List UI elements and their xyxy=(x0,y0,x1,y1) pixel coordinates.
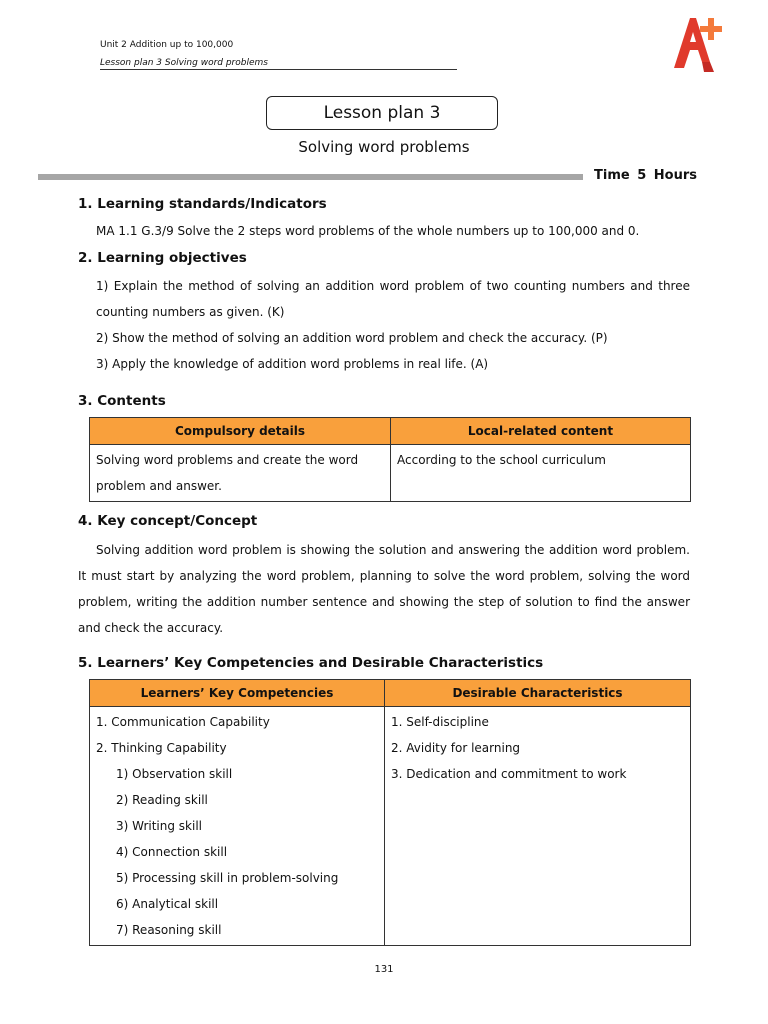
lesson-title: Lesson plan 3 xyxy=(266,96,498,130)
section1-heading: 1. Learning standards/Indicators xyxy=(78,196,327,212)
section3-heading: 3. Contents xyxy=(78,393,166,409)
competency-subitem: 3) Writing skill xyxy=(116,819,203,833)
competency-subitem: 4) Connection skill xyxy=(116,845,228,859)
objective-1: 1) Explain the method of solving an addition word problem of two counting numbers and three counting numbers as given. (K) xyxy=(96,279,690,319)
divider-bar xyxy=(38,174,583,180)
objective-3: 3) Apply the knowledge of addition word problems in real life. (A) xyxy=(96,357,489,371)
section4-text: Solving addition word problem is showing the solution and answering the addition word problem. It must start by analyzing the word problem, planning to solve the word problem, solving the word problem, writing the addition number sentence and showing the step of solution to find the answer and check the accuracy. xyxy=(78,543,690,635)
characteristic-item: 3. Dedication and commitment to work xyxy=(391,767,627,781)
lesson-subtitle: Solving word problems xyxy=(298,138,470,156)
section2-heading: 2. Learning objectives xyxy=(78,250,247,266)
logo-plus-shape xyxy=(700,18,722,40)
competency-item: 2. Thinking Capability xyxy=(96,741,227,755)
contents-table xyxy=(89,417,691,502)
competency-subitem: 5) Processing skill in problem-solving xyxy=(116,871,339,885)
section4-heading: 4. Key concept/Concept xyxy=(78,513,258,529)
competency-subitem: 1) Observation skill xyxy=(116,767,233,781)
competency-subitem: 7) Reasoning skill xyxy=(116,923,222,937)
header-unit: Unit 2 Addition up to 100,000 xyxy=(100,40,234,50)
contents-header-2: Local-related content xyxy=(391,418,691,445)
publisher-logo xyxy=(668,14,728,72)
objective-2: 2) Show the method of solving an addition word problem and check the accuracy. (P) xyxy=(96,331,608,345)
logo-accent-tri xyxy=(702,62,714,72)
competencies-cell xyxy=(90,707,385,946)
characteristic-item: 2. Avidity for learning xyxy=(391,741,521,755)
header-rule xyxy=(100,69,457,70)
contents-cell-2: According to the school curriculum xyxy=(391,445,691,502)
contents-cell-1: Solving word problems and create the word problem and answer. xyxy=(90,445,391,502)
characteristics-cell xyxy=(385,707,691,946)
header-lesson: Lesson plan 3 Solving word problems xyxy=(100,58,268,68)
page-number: 131 xyxy=(374,964,394,975)
time-label: Time 5 Hours xyxy=(594,168,697,183)
competencies-header-1: Learners’ Key Competencies xyxy=(90,680,385,707)
competency-subitem: 2) Reading skill xyxy=(116,793,208,807)
contents-header-1: Compulsory details xyxy=(90,418,391,445)
competency-subitem: 6) Analytical skill xyxy=(116,897,219,911)
section5-heading: 5. Learners’ Key Competencies and Desirable Characteristics xyxy=(78,655,544,671)
competencies-table xyxy=(89,679,691,946)
characteristic-item: 1. Self-discipline xyxy=(391,715,489,729)
competency-item: 1. Communication Capability xyxy=(96,715,270,729)
logo-a-shape xyxy=(674,18,710,68)
competencies-header-2: Desirable Characteristics xyxy=(385,680,691,707)
section1-text: MA 1.1 G.3/9 Solve the 2 steps word problems of the whole numbers up to 100,000 and 0. xyxy=(96,224,640,238)
